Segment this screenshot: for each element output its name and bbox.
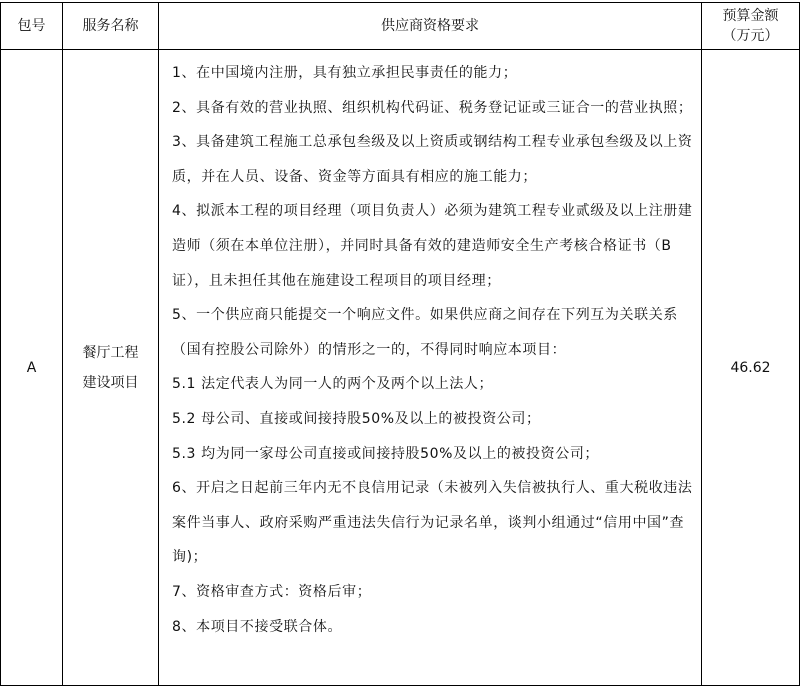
requirement-item: 5.3 均为同一家母公司直接或间接持股50%及以上的被投资公司； — [172, 445, 600, 462]
header-budget-line1: 预算金额 — [722, 8, 779, 24]
requirements-cell — [159, 50, 702, 686]
table-header-row — [1, 3, 800, 50]
budget-cell: 46.62 — [702, 50, 800, 686]
requirement-item: 3、具备建筑工程施工总承包叁级及以上资质或钢结构工程专业承包叁级及以上资质，并在人员、设备、资金等方面具有相应的施工能力； — [172, 134, 693, 185]
requirement-item: 1、在中国境内注册，具有独立承担民事责任的能力； — [172, 65, 518, 81]
service-name-line2: 建设项目 — [82, 374, 139, 391]
header-budget — [702, 3, 800, 50]
requirement-item: 5.1 法定代表人为同一人的两个及两个以上法人； — [172, 376, 494, 393]
requirement-item: 4、拟派本工程的项目经理（项目负责人）必须为建筑工程专业贰级及以上注册建造师（须在本单位注册），并同时具备有效的建造师安全生产考核合格证书（B证），且未担任其他在施建设工程项目的项目经理； — [172, 203, 693, 289]
table-row — [1, 50, 800, 686]
requirement-item: 8、本项目不接受联合体。 — [172, 618, 343, 635]
header-requirements: 供应商资格要求 — [159, 3, 702, 50]
service-name-line1: 餐厅工程 — [82, 344, 139, 361]
requirement-item: 7、资格审查方式：资格后审； — [172, 583, 372, 600]
service-name-cell — [63, 50, 159, 686]
requirement-item: 6、开启之日起前三年内无不良信用记录（未被列入失信被执行人、重大税收违法案件当事人、政府采购严重违法失信行为记录名单，谈判小组通过“信用中国”查询)； — [172, 480, 693, 566]
header-service-name: 服务名称 — [63, 3, 159, 50]
requirement-item: 5、一个供应商只能提交一个响应文件。如果供应商之间存在下列互为关联关系（国有控股公司除外）的情形之一的，不得同时响应本项目： — [172, 307, 678, 358]
header-budget-line2: （万元） — [722, 28, 779, 44]
requirement-item: 2、具备有效的营业执照、组织机构代码证、税务登记证或三证合一的营业执照； — [172, 99, 693, 116]
header-package-no: 包号 — [1, 3, 63, 50]
package-no-cell: A — [1, 50, 63, 686]
supplier-requirements-table — [0, 2, 800, 686]
requirement-item: 5.2 母公司、直接或间接持股50%及以上的被投资公司； — [172, 410, 541, 427]
